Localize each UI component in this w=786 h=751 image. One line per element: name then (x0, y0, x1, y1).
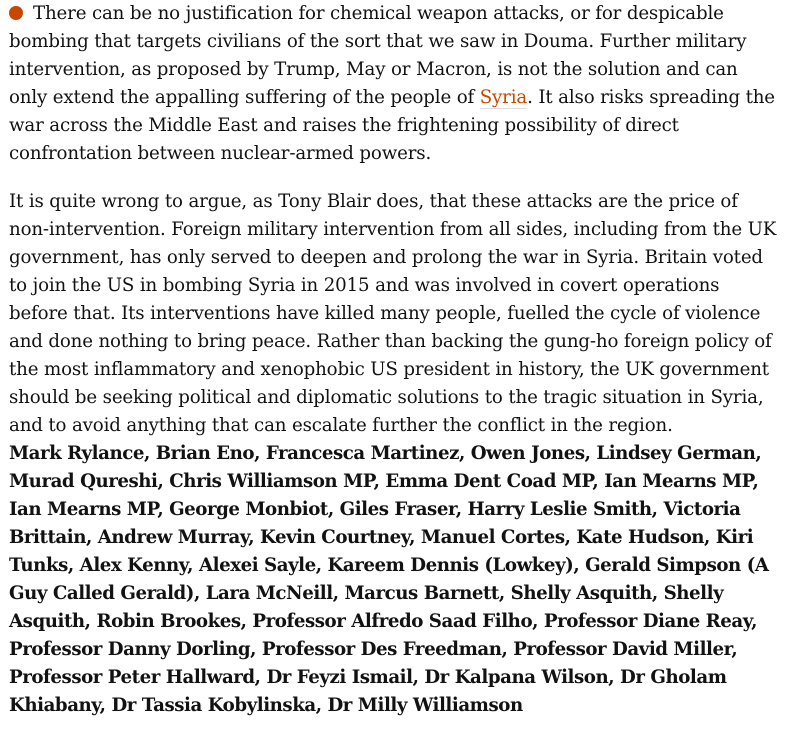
syria-link[interactable]: Syria (479, 87, 528, 108)
paragraph-opening-text: There can be no justification for chemical weapon attacks, or for despicable bombing that targets civilians of the sort that we saw in Douma. Further military intervention, as proposed by Trump, May or Macron, is not the solution and can only extend the appalling suffering of the people of (9, 3, 747, 108)
signatories-list: Mark Rylance, Brian Eno, Francesca Martinez, Owen Jones, Lindsey German, Murad Qureshi, Chris Williamson MP, Emma Dent Coad MP, Ian Mearns MP, Ian Mearns MP, George Monbiot, Giles Fraser, Harry Leslie Smith, Victoria Brittain, Andrew Murray, Kevin Courtney, Manuel Cortes, Kate Hudson, Kiri Tunks, Alex Kenny, Alexei Sayle, Kareem Dennis (Lowkey), Gerald Simpson (A Guy Called Gerald), Lara McNeill, Marcus Barnett, Shelly Asquith, Shelly Asquith, Robin Brookes, Professor Alfredo Saad Filho, Professor Diane Reay, Professor Danny Dorling, Professor Des Freedman, Professor David Miller, Professor Peter Hallward, Dr Feyzi Ismail, Dr Kalpana Wilson, Dr Gholam Khiabany, Dr Tassia Kobylinska, Dr Milly Williamson (9, 443, 769, 716)
paragraph-argument: It is quite wrong to argue, as Tony Blair does, that these attacks are the price of non-intervention. Foreign military intervention from all sides, including from the UK government, has only served to deepen and prolong the war in Syria. Britain voted to join the US in bombing Syria in 2015 and was involved in covert operations before that. Its interventions have killed many people, fuelled the cycle of violence and done nothing to bring peace. Rather than backing the gung-ho foreign policy of the most inflammatory and xenophobic US president in history, the UK government should be seeking political and diplomatic solutions to the tragic situation in Syria, and to avoid anything that can escalate further the conflict in the region. (9, 191, 777, 436)
bullet-icon (9, 6, 23, 20)
paragraph-opening (9, 0, 781, 168)
paragraph-opening-text-end: . It also risks spreading the war across the Middle East and raises the frightening possibility of direct confrontation between nuclear-armed powers. (9, 87, 775, 164)
article-body (9, 0, 781, 720)
